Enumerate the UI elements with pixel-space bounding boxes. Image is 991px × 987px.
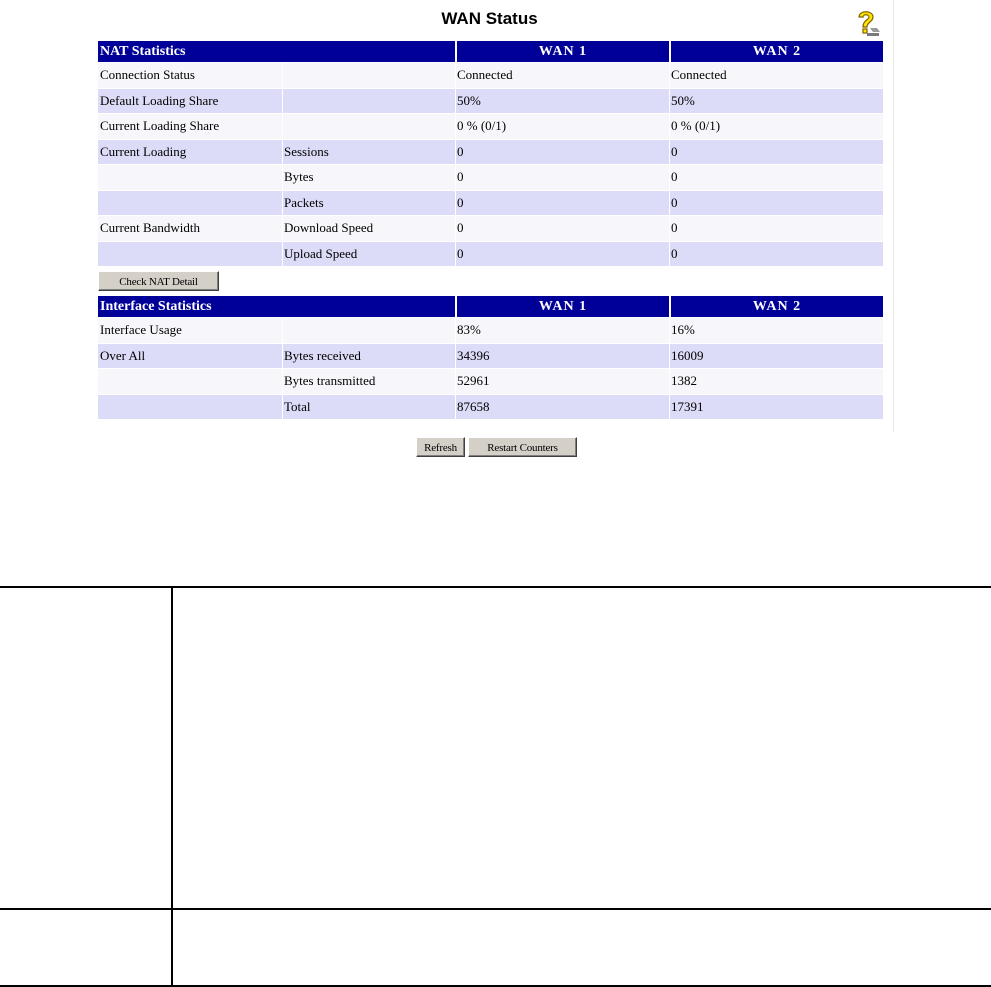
cell-separator (455, 140, 456, 165)
wan2-value: 0 (671, 245, 678, 261)
wan1-value: 0 (457, 220, 464, 235)
row-label: Current Loading (100, 143, 187, 159)
cell-separator (669, 191, 670, 216)
table-row (98, 114, 883, 140)
wan1-value: 50% (457, 92, 481, 108)
wan2-value: 0 (671, 220, 678, 235)
table-row (98, 89, 883, 115)
wan2-value: 1382 (671, 373, 697, 388)
wan2-value: Connected (671, 67, 727, 82)
wan1-value: 87658 (457, 398, 490, 414)
wan2-value: 50% (671, 92, 695, 108)
nat-header-label: NAT Statistics (100, 44, 186, 59)
wan2-value: 16009 (671, 347, 704, 363)
wan1-value: 0 (457, 194, 464, 210)
wan1-value: Connected (457, 67, 513, 82)
cell-separator (455, 89, 456, 114)
cell-separator (455, 165, 456, 190)
cell-separator (669, 318, 670, 343)
wan1-value: 0 (457, 245, 464, 261)
wan2-value: 0 (671, 143, 678, 159)
nat-header-wan1: WAN 1 (538, 44, 588, 59)
wan1-value: 0 (457, 169, 464, 184)
cell-separator (455, 344, 456, 369)
row-label: Interface Usage (100, 322, 182, 337)
table-row (98, 242, 883, 268)
wan2-value: 17391 (671, 398, 704, 414)
row-label: Current Bandwidth (100, 220, 201, 235)
cell-separator (669, 165, 670, 190)
cell-separator (455, 369, 456, 394)
cell-separator (455, 191, 456, 216)
table-rule (0, 586, 991, 588)
page-title: WAN Status (441, 9, 538, 28)
cell-separator (282, 89, 283, 114)
cell-separator (282, 191, 283, 216)
wan1-value: 34396 (457, 347, 490, 363)
wan1-value: 0 (457, 143, 464, 159)
cell-separator (282, 216, 283, 241)
row-sublabel: Upload Speed (284, 245, 358, 261)
table-row (98, 318, 883, 344)
iface-header-label: Interface Statistics (100, 299, 212, 314)
wan2-value: 0 (671, 169, 678, 184)
question-mark-icon[interactable] (850, 6, 882, 40)
wan1-value: 0 % (0/1) (457, 118, 507, 133)
row-sublabel: Sessions (284, 143, 329, 159)
row-label: Current Loading Share (100, 118, 220, 133)
table-row (98, 191, 883, 217)
description-table (0, 586, 991, 987)
cell-separator (455, 242, 456, 267)
table-row (98, 63, 883, 89)
row-label: Default Loading Share (100, 92, 219, 108)
cell-separator (669, 63, 670, 88)
iface-header-row (98, 296, 883, 318)
refresh-button[interactable]: Refresh (416, 437, 465, 457)
table-row (98, 344, 883, 370)
cell-separator (455, 114, 456, 139)
table-row (98, 216, 883, 242)
cell-separator (455, 318, 456, 343)
cell-separator (669, 89, 670, 114)
row-sublabel: Packets (284, 194, 324, 210)
check-nat-detail-button[interactable]: Check NAT Detail (98, 271, 219, 291)
cell-separator (669, 395, 670, 420)
cell-separator (669, 242, 670, 267)
nat-header-wan2: WAN 2 (752, 44, 802, 59)
cell-separator (669, 344, 670, 369)
cell-separator (282, 318, 283, 343)
row-label: Over All (100, 347, 146, 363)
cell-separator (455, 63, 456, 88)
restart-counters-button[interactable]: Restart Counters (468, 437, 577, 457)
cell-separator (282, 242, 283, 267)
table-rule (0, 908, 991, 910)
cell-separator (282, 344, 283, 369)
table-row (98, 369, 883, 395)
table-row (98, 395, 883, 421)
cell-separator (669, 114, 670, 139)
cell-separator (282, 114, 283, 139)
cell-separator (455, 395, 456, 420)
row-sublabel: Download Speed (284, 220, 374, 235)
row-sublabel: Bytes (284, 169, 314, 184)
cell-separator (282, 395, 283, 420)
table-column-divider (171, 586, 173, 987)
wan2-value: 0 % (0/1) (671, 118, 721, 133)
cell-separator (669, 140, 670, 165)
row-sublabel: Total (284, 398, 311, 414)
table-row (98, 140, 883, 166)
cell-separator (282, 63, 283, 88)
nat-statistics-table (98, 41, 883, 267)
cell-separator (669, 216, 670, 241)
table-row (98, 165, 883, 191)
cell-separator (282, 369, 283, 394)
wan2-value: 16% (671, 322, 695, 337)
nat-header-row (98, 41, 883, 63)
wan1-value: 52961 (457, 373, 490, 388)
iface-header-wan1: WAN 1 (538, 299, 588, 314)
cell-separator (282, 140, 283, 165)
row-sublabel: Bytes received (284, 347, 361, 363)
cell-separator (455, 216, 456, 241)
wan1-value: 83% (457, 322, 481, 337)
wan2-value: 0 (671, 194, 678, 210)
row-sublabel: Bytes transmitted (284, 373, 376, 388)
cell-separator (669, 369, 670, 394)
panel-border (893, 0, 894, 432)
interface-statistics-table (98, 296, 883, 420)
row-label: Connection Status (100, 67, 195, 82)
iface-header-wan2: WAN 2 (752, 299, 802, 314)
cell-separator (282, 165, 283, 190)
